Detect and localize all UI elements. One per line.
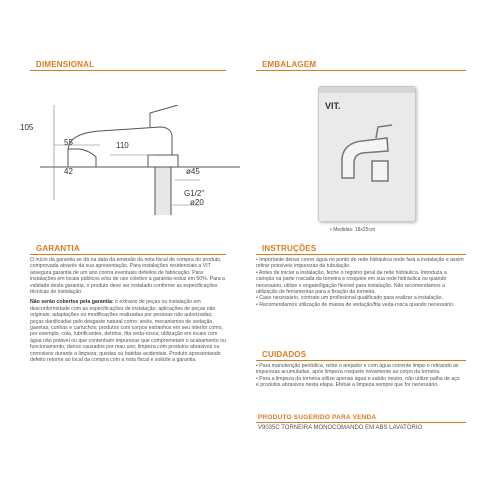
faucet-dimension-drawing bbox=[40, 105, 240, 215]
instrucoes-rule bbox=[256, 254, 466, 255]
instrucoes-item: • Antes de iniciar a instalação, feche o registro geral da rede hidráulica. Introduza a canopla na parte roscada da torneira e rosqueie em sua rede hidráulica ou quando necessário, utilize o engate/ligação flexível para instalação. Não recomendamos a utilização de ferramentas para a fixação da torneira. bbox=[256, 270, 464, 296]
package-image bbox=[318, 86, 416, 222]
produto-sugerido-rule bbox=[256, 422, 466, 423]
instrucoes-item: • Recomendamos utilização de massa de vedação/fita veda-rosca quando necessário. bbox=[256, 302, 464, 308]
cuidados-list bbox=[256, 363, 464, 389]
dimensional-rule bbox=[30, 70, 226, 71]
instrucoes-list bbox=[256, 257, 464, 308]
dim-42: 42 bbox=[64, 167, 73, 176]
dim-110: 110 bbox=[116, 141, 129, 150]
garantia-paragraph-1: O início da garantia se dá na data da emissão da nota fiscal de compra do produto, comprovada através da sua apresentação. Para instalações residenciais a VIT assegura garantia de um ano contra eventuais defeitos de fabricação. Para instalações em locais públicos e/ou de uso coletivo a garantia reduz em 50%. Para a validade desta garantia, o produto deve ser instalado conforme as especificações técnicas de instalação. bbox=[30, 257, 225, 296]
embalagem-title: EMBALAGEM bbox=[262, 60, 317, 69]
instrucoes-item: • Importante deixar correr água no ponto de rede hidráulica onde fará a instalação e assim retirar possíveis impurezas da tubulação. bbox=[256, 257, 464, 270]
embalagem-rule bbox=[256, 70, 466, 71]
instrucoes-title: INSTRUÇÕES bbox=[262, 244, 317, 253]
package-measure: • Medidas: 18x25cm bbox=[330, 227, 376, 233]
dim-d20: ø20 bbox=[190, 198, 204, 207]
cuidados-item: • Para a limpeza da torneira utilize apenas água e sabão neutro, não utilize palha de aço e produtos abrasivos nesta etapa. Efetue a limpeza sempre que for necessário. bbox=[256, 376, 464, 389]
garantia-not-covered-label: Não serão cobertos pela garantia: bbox=[30, 299, 114, 306]
instrucoes-item: • Caso necessário, contrate um profissional qualificado para realizar a instalação. bbox=[256, 295, 464, 301]
garantia-title: GARANTIA bbox=[36, 244, 80, 253]
package-sealed-edge bbox=[319, 87, 415, 93]
produto-sugerido-item: V9035C TORNEIRA MONOCOMANDO EM ABS LAVATÓRIO bbox=[258, 425, 423, 431]
garantia-text bbox=[30, 257, 226, 364]
package-faucet-picture bbox=[332, 123, 402, 193]
garantia-paragraph-2: o extravio de peças ou instalação em desconformidade com as especificações de instalação; aplicações de peças não originais; adaptações ou modificações realizadas por pessoas não autorizadas; peças danificadas pelo desgaste natural como: anéis, mecanismos de vedação, gaxetas, cunhas e cartuchos; produtos com corpos estranhos em seu interior como, por exemplo, cola, lubrificantes, detritos, fita veda-rosca; utilização em locais com água não potável ou que contenham impurezas que comprometam o acabamento ou funcionamento; danos causados por mau uso; limpeza com produtos abrasivos ou corrosivos durante a limpeza; quedas ou batidas acidentais. Produto apresentando defeito retorne ao local da compra com a nota fiscal e solicite a garantia. bbox=[30, 299, 226, 364]
cuidados-rule bbox=[256, 360, 466, 361]
cuidados-title: CUIDADOS bbox=[262, 350, 307, 359]
dim-55: 55 bbox=[64, 138, 73, 147]
dim-105: 105 bbox=[20, 123, 34, 132]
package-brand-logo: VIT. bbox=[325, 101, 341, 111]
dim-d45: ø45 bbox=[186, 167, 200, 176]
garantia-rule bbox=[30, 254, 226, 255]
dimensional-title: DIMENSIONAL bbox=[36, 60, 95, 69]
dim-thread: G1/2" bbox=[184, 189, 205, 198]
produto-sugerido-title: PRODUTO SUGERIDO PARA VENDA bbox=[258, 414, 377, 421]
cuidados-item: • Para manutenção periódica, retire o arejador e com água corrente limpe-o retirando as impurezas acumuladas, após limpeza rosqueie novamente ao corpo da torneira. bbox=[256, 363, 464, 376]
